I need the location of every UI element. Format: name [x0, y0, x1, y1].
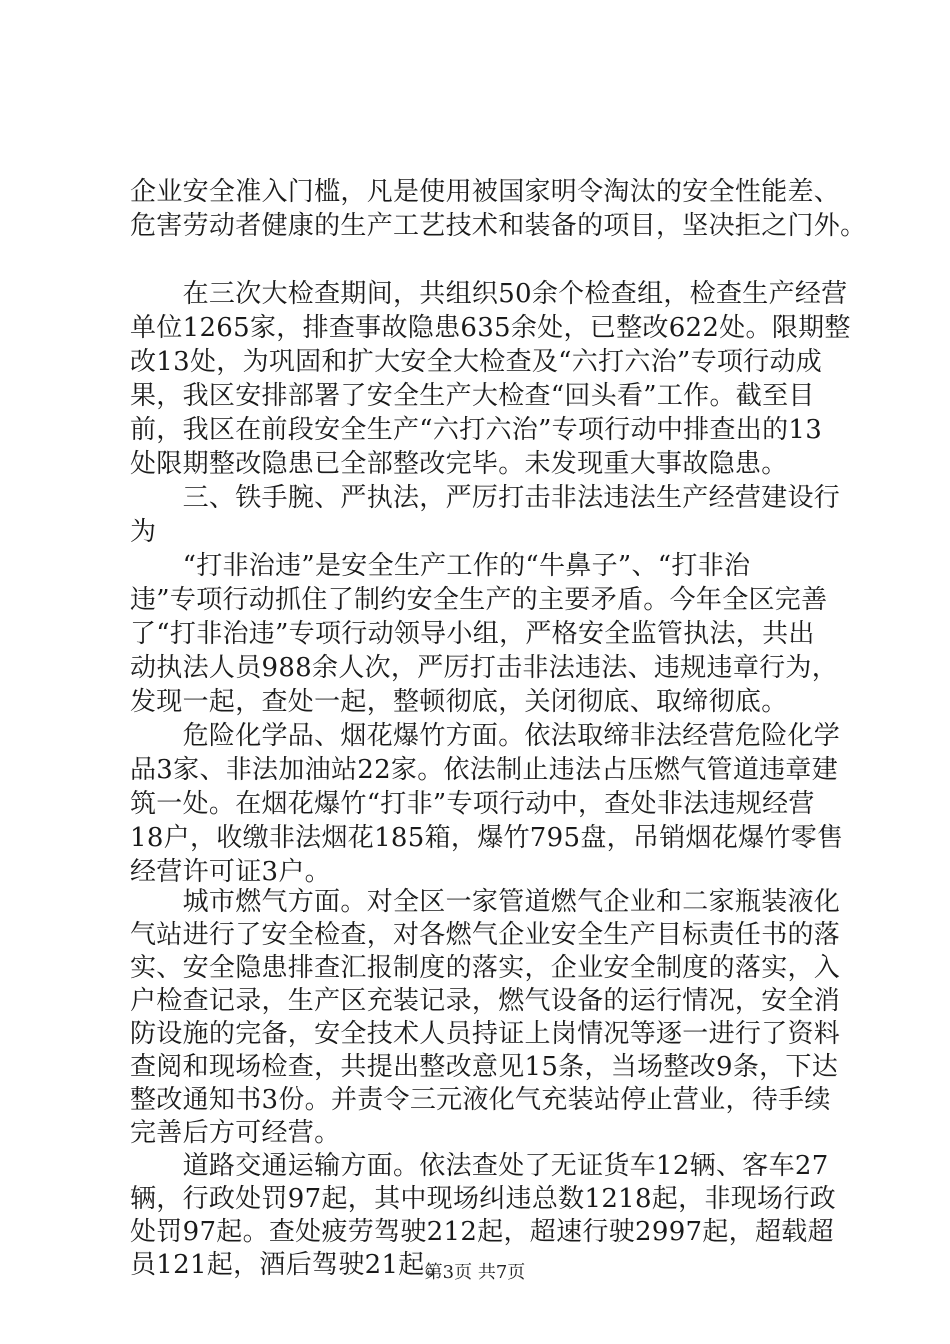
text-line: 辆，行政处罚97起，其中现场纠违总数1218起，非现场行政	[130, 1184, 836, 1214]
text-line: 道路交通运输方面。依法查处了无证货车12辆、客车27	[130, 1151, 829, 1181]
text-line: 危险化学品、烟花爆竹方面。依法取缔非法经营危险化学	[130, 721, 841, 751]
text-line: 查阅和现场检查，共提出整改意见15条，当场整改9条，下达	[130, 1052, 839, 1082]
text-line: 完善后方可经营。	[130, 1118, 341, 1148]
text-line: 经营许可证3户。	[130, 857, 331, 887]
text-line: 实、安全隐患排查汇报制度的落实，企业安全制度的落实，入	[130, 953, 841, 983]
section-heading: 为	[130, 517, 157, 547]
text-line: 整改通知书3份。并责令三元液化气充装站停止营业，待手续	[130, 1085, 831, 1115]
text-line: 处罚97起。查处疲劳驾驶212起，超速行驶2997起，超载超	[130, 1217, 834, 1247]
page-footer: 第3页 共7页	[424, 1262, 526, 1283]
text-line: 果，我区安排部署了安全生产大检查“回头看”工作。截至目	[130, 381, 815, 411]
text-line: 在三次大检查期间，共组织50余个检查组，检查生产经营	[130, 279, 848, 309]
text-line: 发现一起，查处一起，整顿彻底，关闭彻底、取缔彻底。	[130, 687, 788, 717]
text-line: 处限期整改隐患已全部整改完毕。未发现重大事故隐患。	[130, 449, 788, 479]
text-line: 气站进行了安全检查，对各燃气企业安全生产目标责任书的落	[130, 920, 841, 950]
text-line: 防设施的完备，安全技术人员持证上岗情况等逐一进行了资料	[130, 1019, 841, 1049]
text-line: 员121起，酒后驾驶21起。	[130, 1250, 451, 1280]
text-line: “打非治违”是安全生产工作的“牛鼻子”、“打非治	[130, 551, 751, 581]
text-line: 城市燃气方面。对全区一家管道燃气企业和二家瓶装液化	[130, 887, 841, 917]
text-line: 18户，收缴非法烟花185箱，爆竹795盘，吊销烟花爆竹零售	[130, 823, 844, 853]
text-line: 单位1265家，排查事故隐患635余处，已整改622处。限期整	[130, 313, 851, 343]
text-line: 动执法人员988余人次，严厉打击非法违法、违规违章行为，	[130, 653, 839, 683]
text-line: 企业安全准入门槛，凡是使用被国家明令淘汰的安全性能差、	[130, 177, 841, 207]
text-line: 筑一处。在烟花爆竹“打非”专项行动中，查处非法违规经营	[130, 789, 815, 819]
text-line: 户检查记录，生产区充装记录，燃气设备的运行情况，安全消	[130, 986, 841, 1016]
text-line: 品3家、非法加油站22家。依法制止违法占压燃气管道违章建	[130, 755, 839, 785]
section-heading: 三、铁手腕、严执法，严厉打击非法违法生产经营建设行	[130, 483, 841, 513]
text-line: 改13处，为巩固和扩大安全大检查及“六打六治”专项行动成	[130, 347, 823, 377]
text-line: 危害劳动者健康的生产工艺技术和装备的项目，坚决拒之门外。	[130, 211, 867, 241]
text-line: 前，我区在前段安全生产“六打六治”专项行动中排查出的13	[130, 415, 823, 445]
text-line: 违”专项行动抓住了制约安全生产的主要矛盾。今年全区完善	[130, 585, 828, 615]
text-line: 了“打非治违”专项行动领导小组，严格安全监管执法，共出	[130, 619, 815, 649]
